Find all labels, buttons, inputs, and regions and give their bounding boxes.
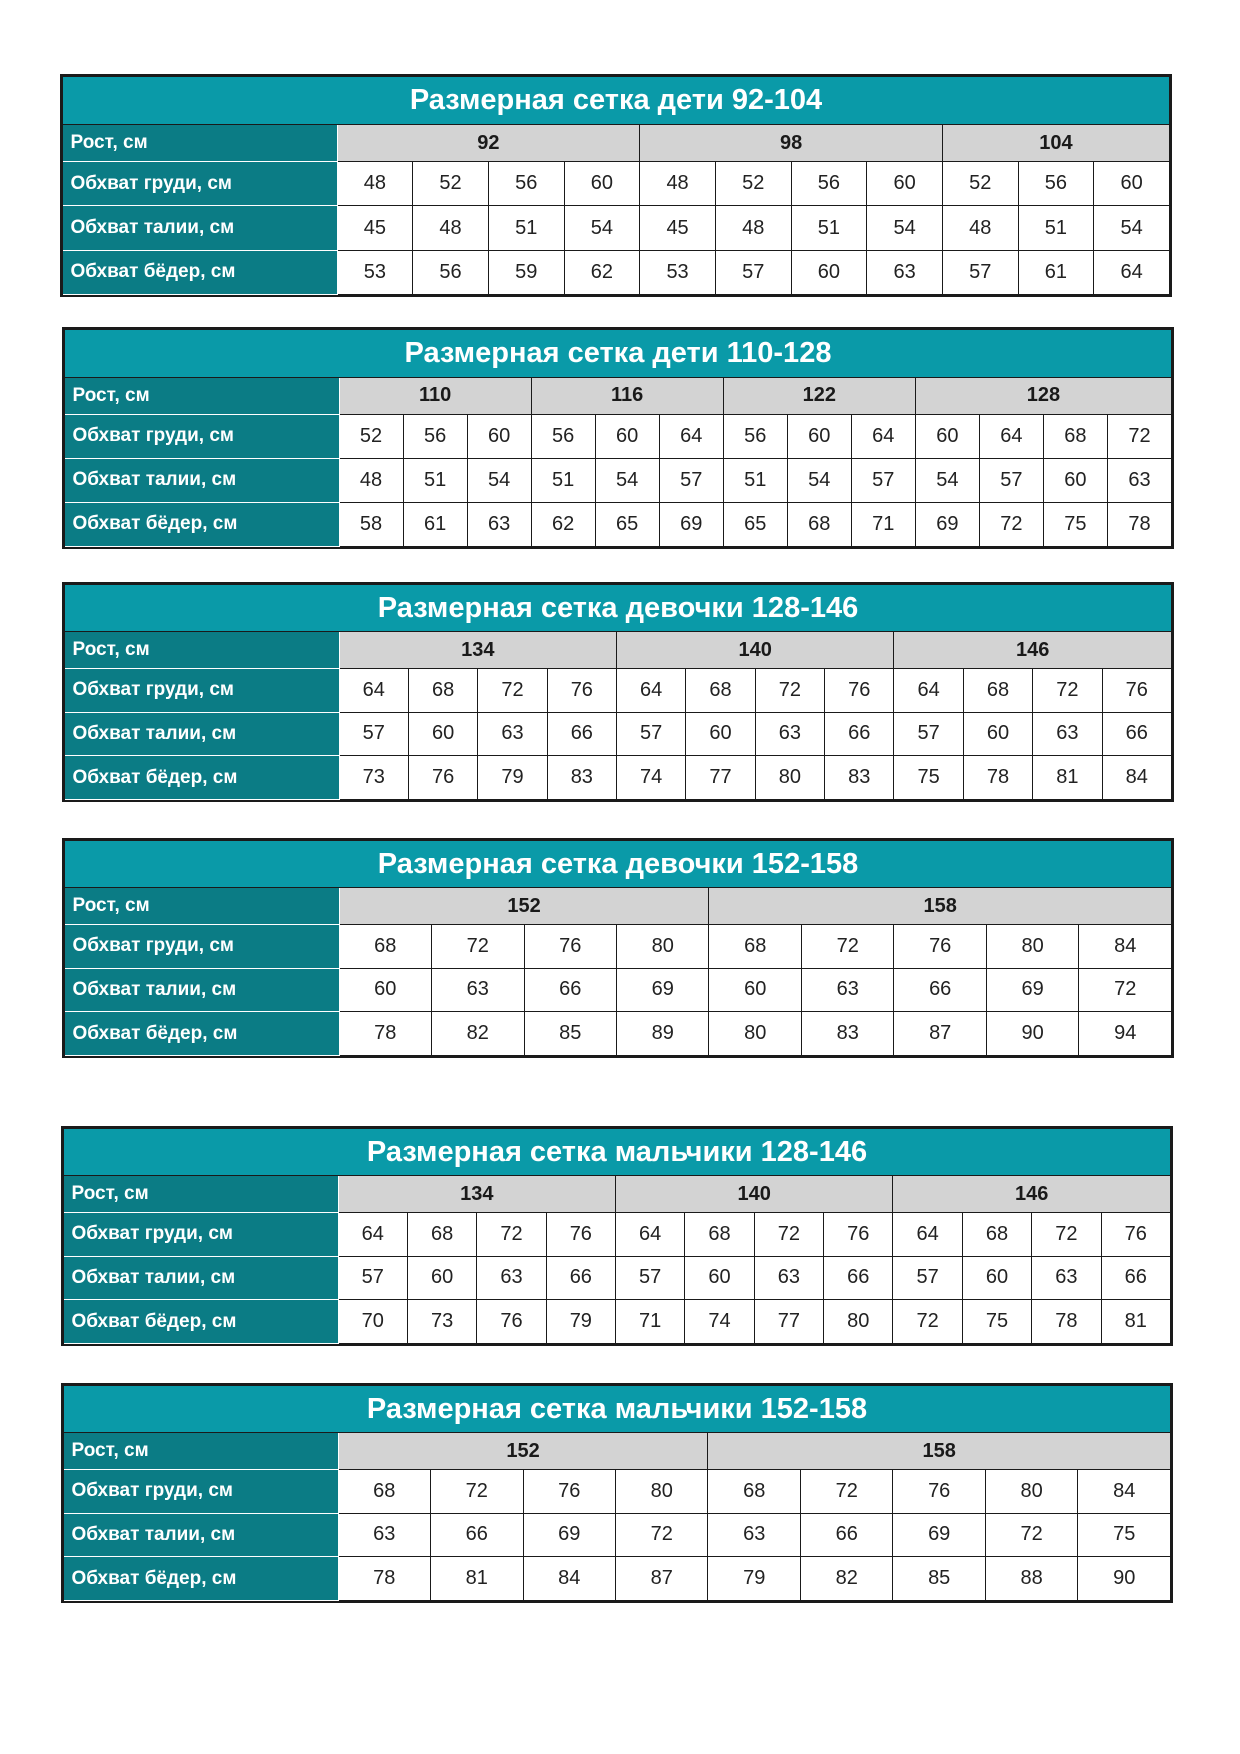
waist-value-cell: 57: [979, 458, 1043, 502]
waist-value-cell: 54: [564, 206, 640, 250]
hips-value-cell: 77: [686, 756, 755, 800]
hips-value-cell: 80: [709, 1012, 801, 1056]
row-label-height: Рост, см: [65, 632, 340, 669]
chest-value-cell: 72: [1107, 414, 1171, 458]
chest-value-cell: 68: [1043, 414, 1107, 458]
hips-value-cell: 73: [339, 756, 408, 800]
height-group-header: 128: [915, 377, 1171, 414]
row-label-chest: Обхват груди, см: [65, 414, 340, 458]
hips-value-cell: 85: [524, 1012, 616, 1056]
waist-value-cell: 63: [1032, 1256, 1101, 1300]
waist-value-cell: 48: [339, 458, 403, 502]
size-table: [64, 584, 1172, 800]
chest-value-cell: 68: [338, 1469, 430, 1513]
height-group-header: 104: [942, 125, 1169, 162]
hips-value-cell: 83: [547, 756, 616, 800]
chart-title: Размерная сетка дети 92-104: [63, 77, 1170, 125]
hips-value-cell: 90: [986, 1012, 1078, 1056]
hips-value-cell: 63: [867, 250, 943, 294]
hips-value-cell: 57: [715, 250, 791, 294]
chart-title: Размерная сетка девочки 128-146: [65, 585, 1172, 632]
waist-value-cell: 51: [1018, 206, 1094, 250]
row-label-waist: Обхват талии, см: [65, 968, 340, 1012]
hips-value-cell: 56: [413, 250, 489, 294]
height-group-header: 158: [709, 888, 1172, 925]
chest-value-cell: 68: [709, 924, 801, 968]
waist-value-cell: 57: [659, 458, 723, 502]
hips-value-cell: 68: [787, 502, 851, 546]
hips-value-cell: 62: [531, 502, 595, 546]
hips-value-cell: 82: [432, 1012, 524, 1056]
chest-value-cell: 64: [339, 668, 408, 712]
waist-value-cell: 60: [339, 968, 431, 1012]
chest-value-cell: 76: [825, 668, 894, 712]
hips-value-cell: 61: [403, 502, 467, 546]
hips-value-cell: 64: [1094, 250, 1170, 294]
waist-value-cell: 63: [338, 1513, 430, 1557]
chart-title: Размерная сетка мальчики 128-146: [64, 1129, 1171, 1176]
height-group-header: 134: [339, 632, 616, 669]
waist-value-cell: 60: [962, 1256, 1031, 1300]
chest-value-cell: 64: [894, 668, 963, 712]
hips-value-cell: 71: [616, 1300, 685, 1344]
waist-value-cell: 51: [488, 206, 564, 250]
chest-value-cell: 64: [616, 1212, 685, 1256]
size-chart-boys-152-158: [61, 1383, 1173, 1603]
row-label-height: Рост, см: [65, 377, 340, 414]
row-label-hips: Обхват бёдер, см: [65, 502, 340, 546]
height-group-header: 110: [339, 377, 531, 414]
height-group-header: 146: [893, 1176, 1171, 1213]
waist-value-cell: 45: [337, 206, 413, 250]
hips-value-cell: 69: [915, 502, 979, 546]
hips-value-cell: 79: [546, 1300, 615, 1344]
waist-value-cell: 51: [791, 206, 867, 250]
size-table: [64, 329, 1172, 547]
waist-value-cell: 57: [894, 712, 963, 756]
chest-value-cell: 76: [547, 668, 616, 712]
waist-value-cell: 57: [338, 1256, 407, 1300]
hips-value-cell: 94: [1079, 1012, 1172, 1056]
hips-value-cell: 85: [893, 1557, 985, 1601]
hips-value-cell: 72: [893, 1300, 962, 1344]
waist-value-cell: 60: [1043, 458, 1107, 502]
chest-value-cell: 76: [1102, 668, 1171, 712]
waist-value-cell: 69: [986, 968, 1078, 1012]
waist-value-cell: 66: [1102, 712, 1171, 756]
chest-value-cell: 72: [1033, 668, 1102, 712]
hips-value-cell: 57: [942, 250, 1018, 294]
hips-value-cell: 78: [338, 1557, 430, 1601]
waist-value-cell: 48: [942, 206, 1018, 250]
chest-value-cell: 68: [407, 1212, 476, 1256]
waist-value-cell: 63: [477, 1256, 546, 1300]
chest-value-cell: 68: [685, 1212, 754, 1256]
height-group-header: 140: [616, 1176, 893, 1213]
hips-value-cell: 79: [478, 756, 547, 800]
waist-value-cell: 60: [685, 1256, 754, 1300]
row-label-chest: Обхват груди, см: [65, 924, 340, 968]
waist-value-cell: 63: [801, 968, 893, 1012]
height-group-header: 152: [338, 1433, 708, 1470]
chest-value-cell: 72: [801, 924, 893, 968]
waist-value-cell: 45: [640, 206, 716, 250]
hips-value-cell: 75: [894, 756, 963, 800]
chest-value-cell: 52: [942, 162, 1018, 206]
waist-value-cell: 72: [985, 1513, 1077, 1557]
waist-value-cell: 66: [1101, 1256, 1170, 1300]
chest-value-cell: 72: [754, 1212, 823, 1256]
hips-value-cell: 53: [640, 250, 716, 294]
chest-value-cell: 48: [640, 162, 716, 206]
chest-value-cell: 72: [478, 668, 547, 712]
chart-title: Размерная сетка девочки 152-158: [65, 841, 1172, 888]
chest-value-cell: 76: [894, 924, 986, 968]
chest-value-cell: 60: [787, 414, 851, 458]
waist-value-cell: 57: [893, 1256, 962, 1300]
size-table: [63, 1385, 1171, 1601]
waist-value-cell: 63: [478, 712, 547, 756]
waist-value-cell: 54: [787, 458, 851, 502]
chest-value-cell: 56: [403, 414, 467, 458]
row-label-height: Рост, см: [64, 1433, 339, 1470]
waist-value-cell: 75: [1078, 1513, 1171, 1557]
hips-value-cell: 81: [431, 1557, 523, 1601]
hips-value-cell: 53: [337, 250, 413, 294]
waist-value-cell: 51: [403, 458, 467, 502]
hips-value-cell: 69: [659, 502, 723, 546]
hips-value-cell: 60: [791, 250, 867, 294]
chest-value-cell: 64: [617, 668, 686, 712]
hips-value-cell: 72: [979, 502, 1043, 546]
waist-value-cell: 48: [715, 206, 791, 250]
height-group-header: 158: [708, 1433, 1171, 1470]
chest-value-cell: 80: [986, 924, 1078, 968]
waist-value-cell: 57: [851, 458, 915, 502]
waist-value-cell: 66: [894, 968, 986, 1012]
waist-value-cell: 48: [413, 206, 489, 250]
chest-value-cell: 56: [791, 162, 867, 206]
hips-value-cell: 90: [1078, 1557, 1171, 1601]
waist-value-cell: 63: [1107, 458, 1171, 502]
chest-value-cell: 80: [617, 924, 709, 968]
chest-value-cell: 56: [488, 162, 564, 206]
row-label-chest: Обхват груди, см: [64, 1469, 339, 1513]
height-group-header: 92: [337, 125, 640, 162]
row-label-hips: Обхват бёдер, см: [63, 250, 338, 294]
hips-value-cell: 81: [1101, 1300, 1170, 1344]
hips-value-cell: 84: [1102, 756, 1171, 800]
waist-value-cell: 66: [546, 1256, 615, 1300]
hips-value-cell: 74: [685, 1300, 754, 1344]
hips-value-cell: 83: [825, 756, 894, 800]
chest-value-cell: 76: [824, 1212, 893, 1256]
height-group-header: 146: [894, 632, 1172, 669]
row-label-hips: Обхват бёдер, см: [65, 1012, 340, 1056]
chart-title: Размерная сетка дети 110-128: [65, 330, 1172, 378]
chest-value-cell: 80: [616, 1469, 708, 1513]
row-label-height: Рост, см: [63, 125, 338, 162]
waist-value-cell: 60: [963, 712, 1032, 756]
hips-value-cell: 65: [723, 502, 787, 546]
chest-value-cell: 72: [800, 1469, 892, 1513]
chest-value-cell: 64: [979, 414, 1043, 458]
row-label-waist: Обхват талии, см: [64, 1256, 339, 1300]
hips-value-cell: 80: [824, 1300, 893, 1344]
chest-value-cell: 76: [546, 1212, 615, 1256]
hips-value-cell: 82: [800, 1557, 892, 1601]
waist-value-cell: 72: [616, 1513, 708, 1557]
chest-value-cell: 84: [1078, 1469, 1171, 1513]
hips-value-cell: 76: [477, 1300, 546, 1344]
chest-value-cell: 60: [595, 414, 659, 458]
waist-value-cell: 57: [339, 712, 408, 756]
hips-value-cell: 71: [851, 502, 915, 546]
waist-value-cell: 69: [617, 968, 709, 1012]
waist-value-cell: 63: [1033, 712, 1102, 756]
waist-value-cell: 54: [595, 458, 659, 502]
row-label-hips: Обхват бёдер, см: [64, 1300, 339, 1344]
chest-value-cell: 76: [893, 1469, 985, 1513]
hips-value-cell: 59: [488, 250, 564, 294]
waist-value-cell: 57: [617, 712, 686, 756]
waist-value-cell: 51: [531, 458, 595, 502]
chest-value-cell: 72: [755, 668, 824, 712]
waist-value-cell: 66: [800, 1513, 892, 1557]
chest-value-cell: 56: [531, 414, 595, 458]
chest-value-cell: 52: [339, 414, 403, 458]
chest-value-cell: 60: [867, 162, 943, 206]
row-label-height: Рост, см: [65, 888, 340, 925]
hips-value-cell: 73: [407, 1300, 476, 1344]
waist-value-cell: 63: [755, 712, 824, 756]
row-label-waist: Обхват талии, см: [65, 458, 340, 502]
waist-value-cell: 54: [467, 458, 531, 502]
chest-value-cell: 72: [431, 1469, 523, 1513]
height-group-header: 122: [723, 377, 915, 414]
chest-value-cell: 64: [851, 414, 915, 458]
hips-value-cell: 89: [617, 1012, 709, 1056]
size-table: [64, 840, 1172, 1056]
height-group-header: 152: [339, 888, 709, 925]
chest-value-cell: 68: [963, 668, 1032, 712]
row-label-height: Рост, см: [64, 1176, 339, 1213]
row-label-chest: Обхват груди, см: [63, 162, 338, 206]
hips-value-cell: 74: [617, 756, 686, 800]
row-label-chest: Обхват груди, см: [65, 668, 340, 712]
hips-value-cell: 87: [616, 1557, 708, 1601]
waist-value-cell: 60: [709, 968, 801, 1012]
hips-value-cell: 63: [467, 502, 531, 546]
chest-value-cell: 76: [523, 1469, 615, 1513]
waist-value-cell: 57: [616, 1256, 685, 1300]
chest-value-cell: 72: [477, 1212, 546, 1256]
chest-value-cell: 60: [564, 162, 640, 206]
waist-value-cell: 69: [893, 1513, 985, 1557]
row-label-chest: Обхват груди, см: [64, 1212, 339, 1256]
height-group-header: 116: [531, 377, 723, 414]
chest-value-cell: 80: [985, 1469, 1077, 1513]
chart-title: Размерная сетка мальчики 152-158: [64, 1386, 1171, 1433]
waist-value-cell: 54: [867, 206, 943, 250]
waist-value-cell: 66: [524, 968, 616, 1012]
chest-value-cell: 76: [1101, 1212, 1170, 1256]
chest-value-cell: 68: [962, 1212, 1031, 1256]
hips-value-cell: 78: [1107, 502, 1171, 546]
size-chart-kids-92-104: [60, 74, 1172, 297]
size-chart-girls-152-158: [62, 838, 1174, 1058]
waist-value-cell: 60: [686, 712, 755, 756]
chest-value-cell: 68: [708, 1469, 800, 1513]
hips-value-cell: 70: [338, 1300, 407, 1344]
chest-value-cell: 60: [467, 414, 531, 458]
chest-value-cell: 76: [524, 924, 616, 968]
size-table: [63, 1128, 1171, 1344]
row-label-waist: Обхват талии, см: [65, 712, 340, 756]
chest-value-cell: 64: [659, 414, 723, 458]
hips-value-cell: 65: [595, 502, 659, 546]
waist-value-cell: 63: [754, 1256, 823, 1300]
hips-value-cell: 88: [985, 1557, 1077, 1601]
waist-value-cell: 69: [523, 1513, 615, 1557]
row-label-waist: Обхват талии, см: [63, 206, 338, 250]
hips-value-cell: 81: [1033, 756, 1102, 800]
waist-value-cell: 66: [431, 1513, 523, 1557]
waist-value-cell: 60: [408, 712, 477, 756]
hips-value-cell: 78: [1032, 1300, 1101, 1344]
chest-value-cell: 48: [337, 162, 413, 206]
chest-value-cell: 64: [893, 1212, 962, 1256]
chest-value-cell: 60: [1094, 162, 1170, 206]
hips-value-cell: 61: [1018, 250, 1094, 294]
row-label-hips: Обхват бёдер, см: [65, 756, 340, 800]
chest-value-cell: 84: [1079, 924, 1172, 968]
hips-value-cell: 83: [801, 1012, 893, 1056]
hips-value-cell: 75: [962, 1300, 1031, 1344]
size-table: [62, 76, 1170, 295]
waist-value-cell: 63: [708, 1513, 800, 1557]
chest-value-cell: 68: [408, 668, 477, 712]
row-label-waist: Обхват талии, см: [64, 1513, 339, 1557]
size-chart-boys-128-146: [61, 1126, 1173, 1346]
hips-value-cell: 78: [339, 1012, 431, 1056]
hips-value-cell: 76: [408, 756, 477, 800]
height-group-header: 98: [640, 125, 943, 162]
waist-value-cell: 60: [407, 1256, 476, 1300]
row-label-hips: Обхват бёдер, см: [64, 1557, 339, 1601]
chest-value-cell: 68: [686, 668, 755, 712]
waist-value-cell: 72: [1079, 968, 1172, 1012]
height-group-header: 134: [338, 1176, 615, 1213]
chest-value-cell: 52: [413, 162, 489, 206]
hips-value-cell: 80: [755, 756, 824, 800]
waist-value-cell: 51: [723, 458, 787, 502]
chest-value-cell: 52: [715, 162, 791, 206]
hips-value-cell: 87: [894, 1012, 986, 1056]
hips-value-cell: 58: [339, 502, 403, 546]
chest-value-cell: 60: [915, 414, 979, 458]
waist-value-cell: 63: [432, 968, 524, 1012]
size-chart-kids-110-128: [62, 327, 1174, 549]
hips-value-cell: 77: [754, 1300, 823, 1344]
waist-value-cell: 54: [1094, 206, 1170, 250]
chest-value-cell: 72: [1032, 1212, 1101, 1256]
waist-value-cell: 54: [915, 458, 979, 502]
waist-value-cell: 66: [824, 1256, 893, 1300]
size-chart-girls-128-146: [62, 582, 1174, 802]
chest-value-cell: 68: [339, 924, 431, 968]
hips-value-cell: 75: [1043, 502, 1107, 546]
waist-value-cell: 66: [547, 712, 616, 756]
chest-value-cell: 72: [432, 924, 524, 968]
waist-value-cell: 66: [825, 712, 894, 756]
hips-value-cell: 62: [564, 250, 640, 294]
height-group-header: 140: [617, 632, 894, 669]
hips-value-cell: 78: [963, 756, 1032, 800]
chest-value-cell: 56: [723, 414, 787, 458]
hips-value-cell: 84: [523, 1557, 615, 1601]
hips-value-cell: 79: [708, 1557, 800, 1601]
chest-value-cell: 64: [338, 1212, 407, 1256]
chest-value-cell: 56: [1018, 162, 1094, 206]
